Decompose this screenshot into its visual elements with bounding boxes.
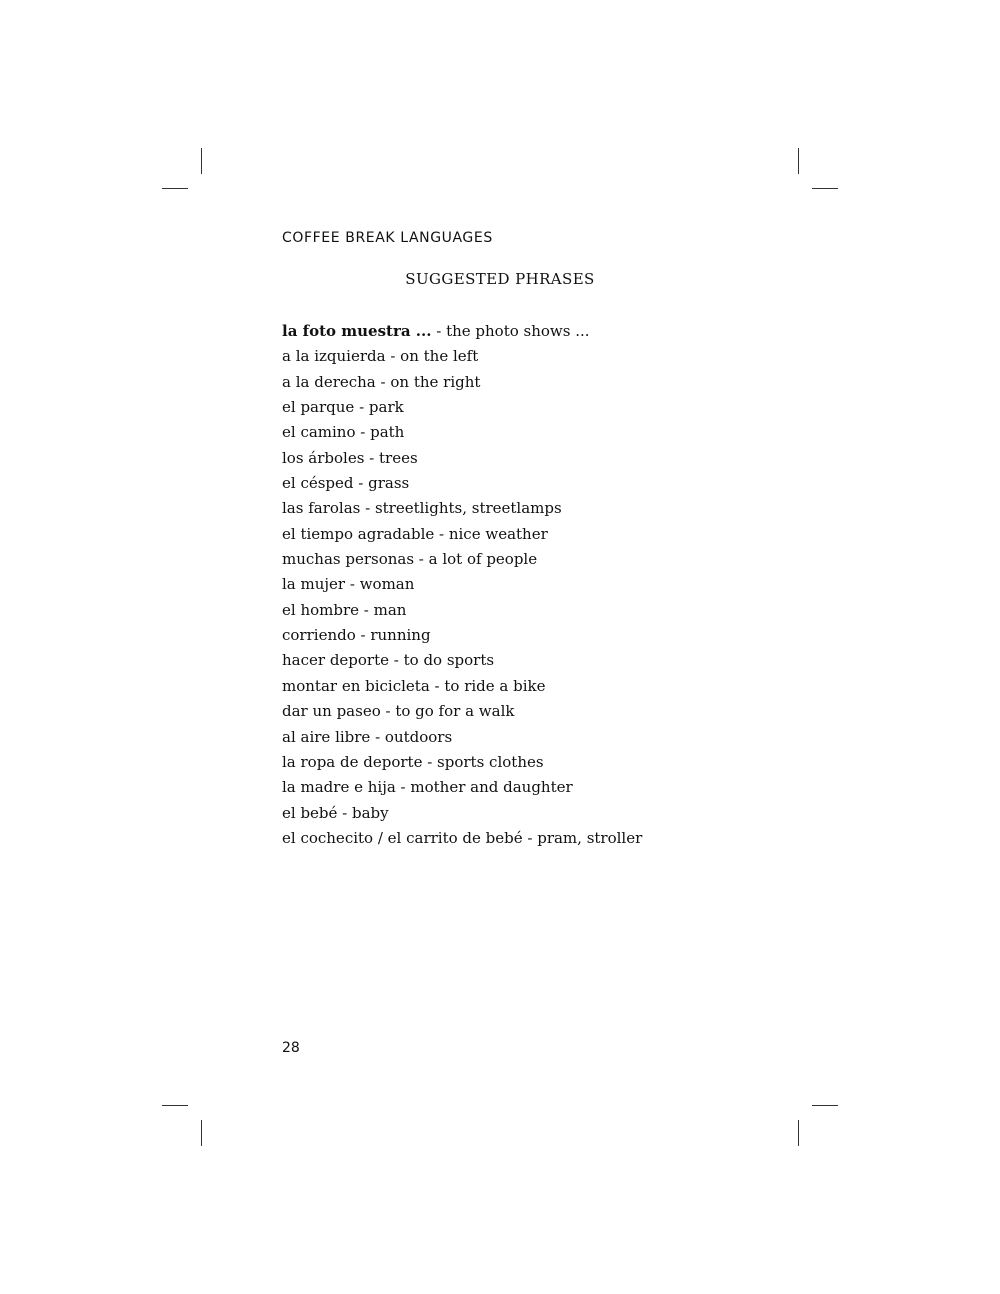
phrase-item: a la derecha - on the right [282,372,481,391]
phrase-item: hacer deporte - to do sports [282,651,495,670]
crop-mark-bottom-right-horizontal [812,1105,838,1106]
phrase-item: montar en bicicleta - to ride a bike [282,676,546,695]
crop-mark-top-left-horizontal [162,188,188,189]
phrase-item: la ropa de deporte - sports clothes [282,752,544,771]
phrase-item: al aire libre - outdoors [282,727,453,746]
crop-mark-bottom-left-horizontal [162,1105,188,1106]
phrase-item: la madre e hija - mother and daughter [282,778,573,797]
crop-mark-top-left-vertical [201,148,202,174]
crop-mark-top-right-horizontal [812,188,838,189]
crop-mark-bottom-left-vertical [201,1120,202,1146]
phrase-list [282,319,642,851]
phrase-item: la mujer - woman [282,575,415,594]
phrase-item: dar un paseo - to go for a walk [282,702,515,721]
phrase-item: los árboles - trees [282,448,418,467]
phrase-item: el cochecito / el carrito de bebé - pram, stroller [282,828,643,847]
crop-mark-top-right-vertical [798,148,799,174]
phrase-item: el parque - park [282,398,404,417]
intro-meaning: the photo shows ... [446,322,590,340]
phrase-item: a la izquierda - on the left [282,347,479,366]
section-title: SUGGESTED PHRASES [405,270,595,288]
phrase-item: el bebé - baby [282,803,389,822]
intro-phrase: la foto muestra ... [282,322,432,340]
crop-mark-bottom-right-vertical [798,1120,799,1146]
phrase-item-intro [282,319,642,344]
page-number: 28 [282,1040,300,1056]
phrase-item: corriendo - running [282,626,431,645]
phrase-item: el hombre - man [282,600,407,619]
phrase-item: el camino - path [282,423,405,442]
phrase-item: el tiempo agradable - nice weather [282,524,548,543]
intro-separator: - [431,322,447,340]
phrase-item: el césped - grass [282,474,410,493]
phrase-item: muchas personas - a lot of people [282,550,538,569]
phrase-item: las farolas - streetlights, streetlamps [282,499,562,518]
running-head: COFFEE BREAK LANGUAGES [282,230,493,246]
